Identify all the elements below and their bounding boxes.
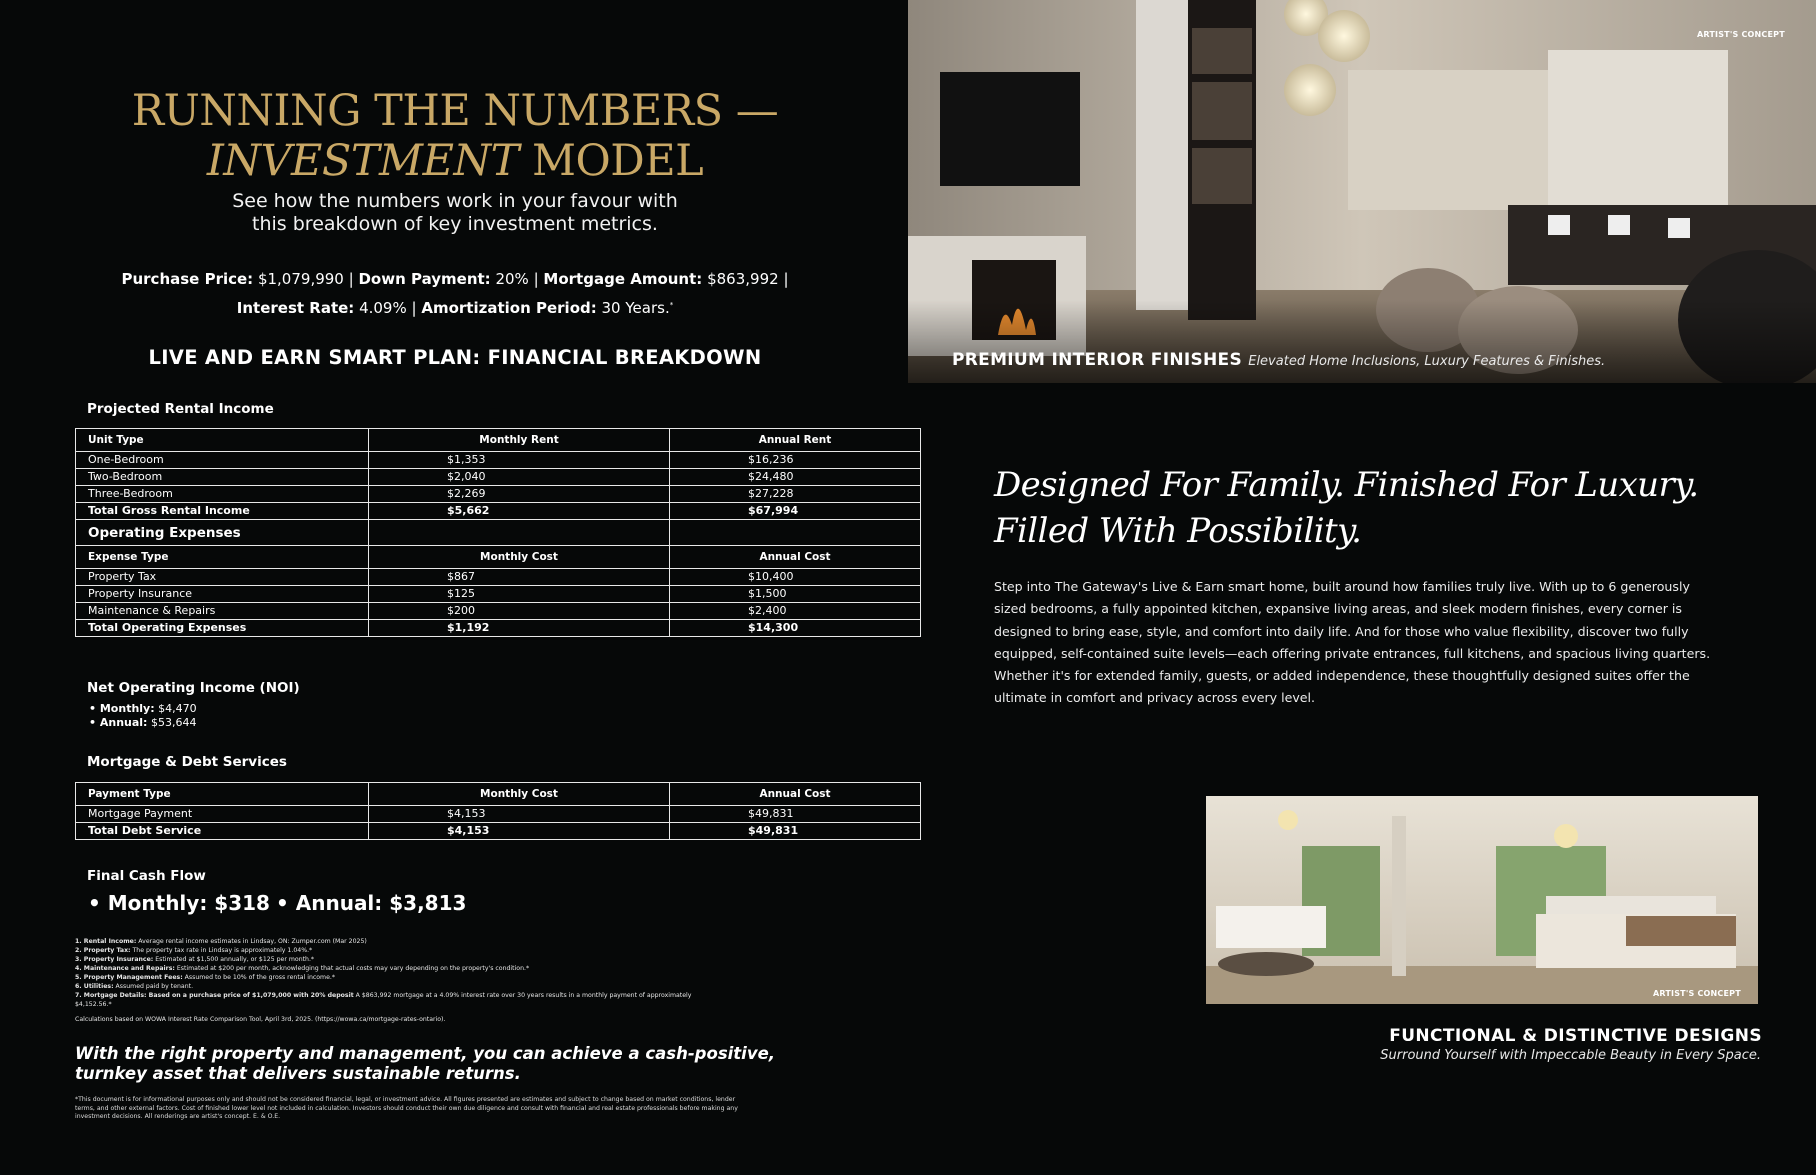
table-cell: $867 (369, 569, 670, 586)
table-cell: $2,269 (369, 486, 670, 503)
header-cell: Annual Cost (670, 783, 921, 806)
mortgage-amount-label: Mortgage Amount: (543, 270, 703, 288)
down-payment-label: Down Payment: (358, 270, 491, 288)
noi-annual-value: $53,644 (150, 716, 197, 729)
table-cell: $1,500 (670, 586, 921, 603)
table-row (76, 486, 921, 503)
table-cell: Property Tax (76, 569, 369, 586)
footnote: 2. Property Tax: The property tax rate in Lindsay is approximately 1.04%.* (75, 947, 313, 954)
table-cell: $16,236 (670, 452, 921, 469)
title-line-1: RUNNING THE NUMBERS — (131, 86, 779, 136)
table-row (76, 586, 921, 603)
interest-rate-label: Interest Rate: (236, 299, 355, 317)
table-cell: Property Insurance (76, 586, 369, 603)
living-room-illustration (908, 0, 1816, 383)
footnote: 1. Rental Income: Average rental income estimates in Lindsay, ON: Zumper.com (Mar 2025) (75, 938, 367, 945)
terms-line-1 (0, 266, 910, 292)
noi-heading: Net Operating Income (NOI) (87, 680, 300, 696)
operating-expenses-heading-row (76, 520, 921, 546)
table-cell: One-Bedroom (76, 452, 369, 469)
total-row (76, 620, 921, 637)
table-cell: $49,831 (670, 806, 921, 823)
table-row (76, 569, 921, 586)
table-cell: $27,228 (670, 486, 921, 503)
header-cell: Annual Rent (670, 429, 921, 452)
cashflow-monthly: • Monthly: $318 (88, 891, 270, 915)
table-cell: $200 (369, 603, 670, 620)
total-cell: $5,662 (369, 503, 670, 520)
subtitle-line-2: this breakdown of key investment metrics. (252, 213, 658, 235)
designs-caption-subtitle: Surround Yourself with Impeccable Beauty in Every Space. (1380, 1048, 1761, 1063)
header-cell: Expense Type (76, 546, 369, 569)
subtitle-line-1: See how the numbers work in your favour with (232, 190, 678, 212)
header-cell: Annual Cost (670, 546, 921, 569)
designs-caption-title: FUNCTIONAL & DISTINCTIVE DESIGNS (1389, 1026, 1762, 1046)
separator: | (411, 299, 417, 317)
closing-statement (75, 1044, 775, 1084)
header-cell: Payment Type (76, 783, 369, 806)
noi-monthly-value: $4,470 (158, 702, 197, 715)
disclaimer: *This document is for informational purposes only and should not be considered financial, legal, or investment advice. All figures presented are estimates and subject to change based on market conditions, lender terms, and other external factors. Cost of finished lower level not included in calculation. Investors should conduct their own due diligence and consult with financial and real estate professionals before making any investment decisions. All renderings are artist's concept. E. & O.E. (75, 1096, 738, 1120)
header-cell: Unit Type (76, 429, 369, 452)
body-copy: Step into The Gateway's Live & Earn smart home, built around how families truly live. With up to 6 generously sized bedrooms, a fully appointed kitchen, expansive living areas, and sleek modern finishes, every corner is designed to bring ease, style, and comfort into daily life. And for those who value flexibility, discover two fully equipped, self-contained suite levels—each offering private entrances, full kitchens, and spacious living quarters. Whether it's for extended family, guests, or added independence, these thoughtfully designed suites offer the ultimate in comfort and privacy across every level. (994, 579, 1711, 706)
total-cell: $49,831 (670, 823, 921, 840)
table-row (76, 806, 921, 823)
footnote: 7. Mortgage Details: Based on a purchase price of $1,079,000 with 20% deposit A $863,992 mortgage at a 4.09% interest rate over 30 years results in a monthly payment of approximately $4,152.56.* (75, 992, 692, 1008)
subtitle (0, 190, 910, 236)
table-cell: $2,040 (369, 469, 670, 486)
down-payment-value: 20% (495, 270, 529, 288)
table-header-row (76, 546, 921, 569)
total-cell: Total Debt Service (76, 823, 369, 840)
calculation-note: Calculations based on WOWA Interest Rate Comparison Tool, April 3rd, 2025. (https://wowa.ca/mortgage-rates-ontario). (75, 1016, 446, 1023)
total-cell: $4,153 (369, 823, 670, 840)
cashflow-heading: Final Cash Flow (87, 868, 206, 884)
headline-line-1: Designed For Family. Finished For Luxury. (994, 465, 1699, 505)
separator: | (533, 270, 539, 288)
purchase-price-label: Purchase Price: (121, 270, 254, 288)
artist-concept-label: ARTIST'S CONCEPT (1653, 989, 1741, 998)
footnote: 5. Property Management Fees: Assumed to be 10% of the gross rental income.* (75, 974, 335, 981)
mortgage-amount-value: $863,992 (707, 270, 779, 288)
table-cell: Three-Bedroom (76, 486, 369, 503)
debt-heading: Mortgage & Debt Services (87, 754, 287, 770)
headline-line-2: Filled With Possibility. (994, 511, 1362, 551)
interior-caption (952, 350, 1605, 370)
separator: | (348, 270, 354, 288)
separator: | (783, 270, 789, 288)
table-cell: $24,480 (670, 469, 921, 486)
interior-caption-title: PREMIUM INTERIOR FINISHES (952, 350, 1243, 370)
footnote: 4. Maintenance and Repairs: Estimated at $200 per month, acknowledging that actual costs may vary depending on the property's condition.* (75, 965, 530, 972)
bedroom-illustration (1206, 796, 1758, 1004)
rental-income-heading: Projected Rental Income (87, 401, 274, 417)
terms-line-2 (0, 292, 910, 321)
table-cell: $1,353 (369, 452, 670, 469)
footnote: 6. Utilities: Assumed paid by tenant. (75, 983, 194, 990)
table-cell: $10,400 (670, 569, 921, 586)
noi-values (89, 702, 197, 730)
closing-line-1: With the right property and management, you can achieve a cash-positive, (75, 1044, 776, 1063)
noi-monthly-label: • Monthly: (89, 702, 155, 715)
total-cell: $1,192 (369, 620, 670, 637)
noi-annual (89, 716, 197, 730)
footnotes (75, 937, 695, 1024)
headline (994, 462, 1754, 554)
total-cell: $67,994 (670, 503, 921, 520)
closing-line-2: turnkey asset that delivers sustainable returns. (75, 1064, 521, 1083)
title-italic-word: INVESTMENT (206, 136, 519, 186)
interior-caption-subtitle: Elevated Home Inclusions, Luxury Features & Finishes. (1248, 354, 1606, 369)
amortization-label: Amortization Period: (421, 299, 597, 317)
header-cell: Monthly Cost (369, 783, 670, 806)
page-title (0, 86, 910, 186)
table-cell: Maintenance & Repairs (76, 603, 369, 620)
header-cell: Monthly Rent (369, 429, 670, 452)
footnote-mark: * (669, 301, 674, 309)
noi-monthly (89, 702, 197, 716)
table-cell: $2,400 (670, 603, 921, 620)
purchase-price-value: $1,079,990 (257, 270, 344, 288)
table-header-row (76, 429, 921, 452)
table-row (76, 469, 921, 486)
table-cell: Two-Bedroom (76, 469, 369, 486)
section-title: LIVE AND EARN SMART PLAN: FINANCIAL BREAKDOWN (148, 346, 762, 369)
artist-concept-label: ARTIST'S CONCEPT (1697, 30, 1785, 39)
total-row (76, 823, 921, 840)
table-cell: $125 (369, 586, 670, 603)
interior-image (908, 0, 1816, 383)
total-cell: Total Operating Expenses (76, 620, 369, 637)
interest-rate-value: 4.09% (359, 299, 407, 317)
header-cell: Monthly Cost (369, 546, 670, 569)
total-cell: Total Gross Rental Income (76, 503, 369, 520)
table-header-row (76, 783, 921, 806)
total-row (76, 503, 921, 520)
title-rest-word: MODEL (531, 136, 704, 186)
noi-annual-label: • Annual: (89, 716, 148, 729)
footnote: 3. Property Insurance: Estimated at $1,500 annually, or $125 per month.* (75, 956, 315, 963)
amortization-value: 30 Years. (601, 299, 670, 317)
table-row (76, 603, 921, 620)
table-cell: $4,153 (369, 806, 670, 823)
debt-table (75, 782, 921, 840)
operating-expenses-heading: Operating Expenses (76, 520, 369, 546)
table-row (76, 452, 921, 469)
rental-expense-table (75, 428, 921, 637)
bedroom-image (1206, 796, 1758, 1004)
total-cell: $14,300 (670, 620, 921, 637)
loan-terms (0, 266, 910, 321)
table-cell: Mortgage Payment (76, 806, 369, 823)
title-line-2 (0, 136, 910, 186)
cashflow-annual: • Annual: $3,813 (276, 891, 467, 915)
